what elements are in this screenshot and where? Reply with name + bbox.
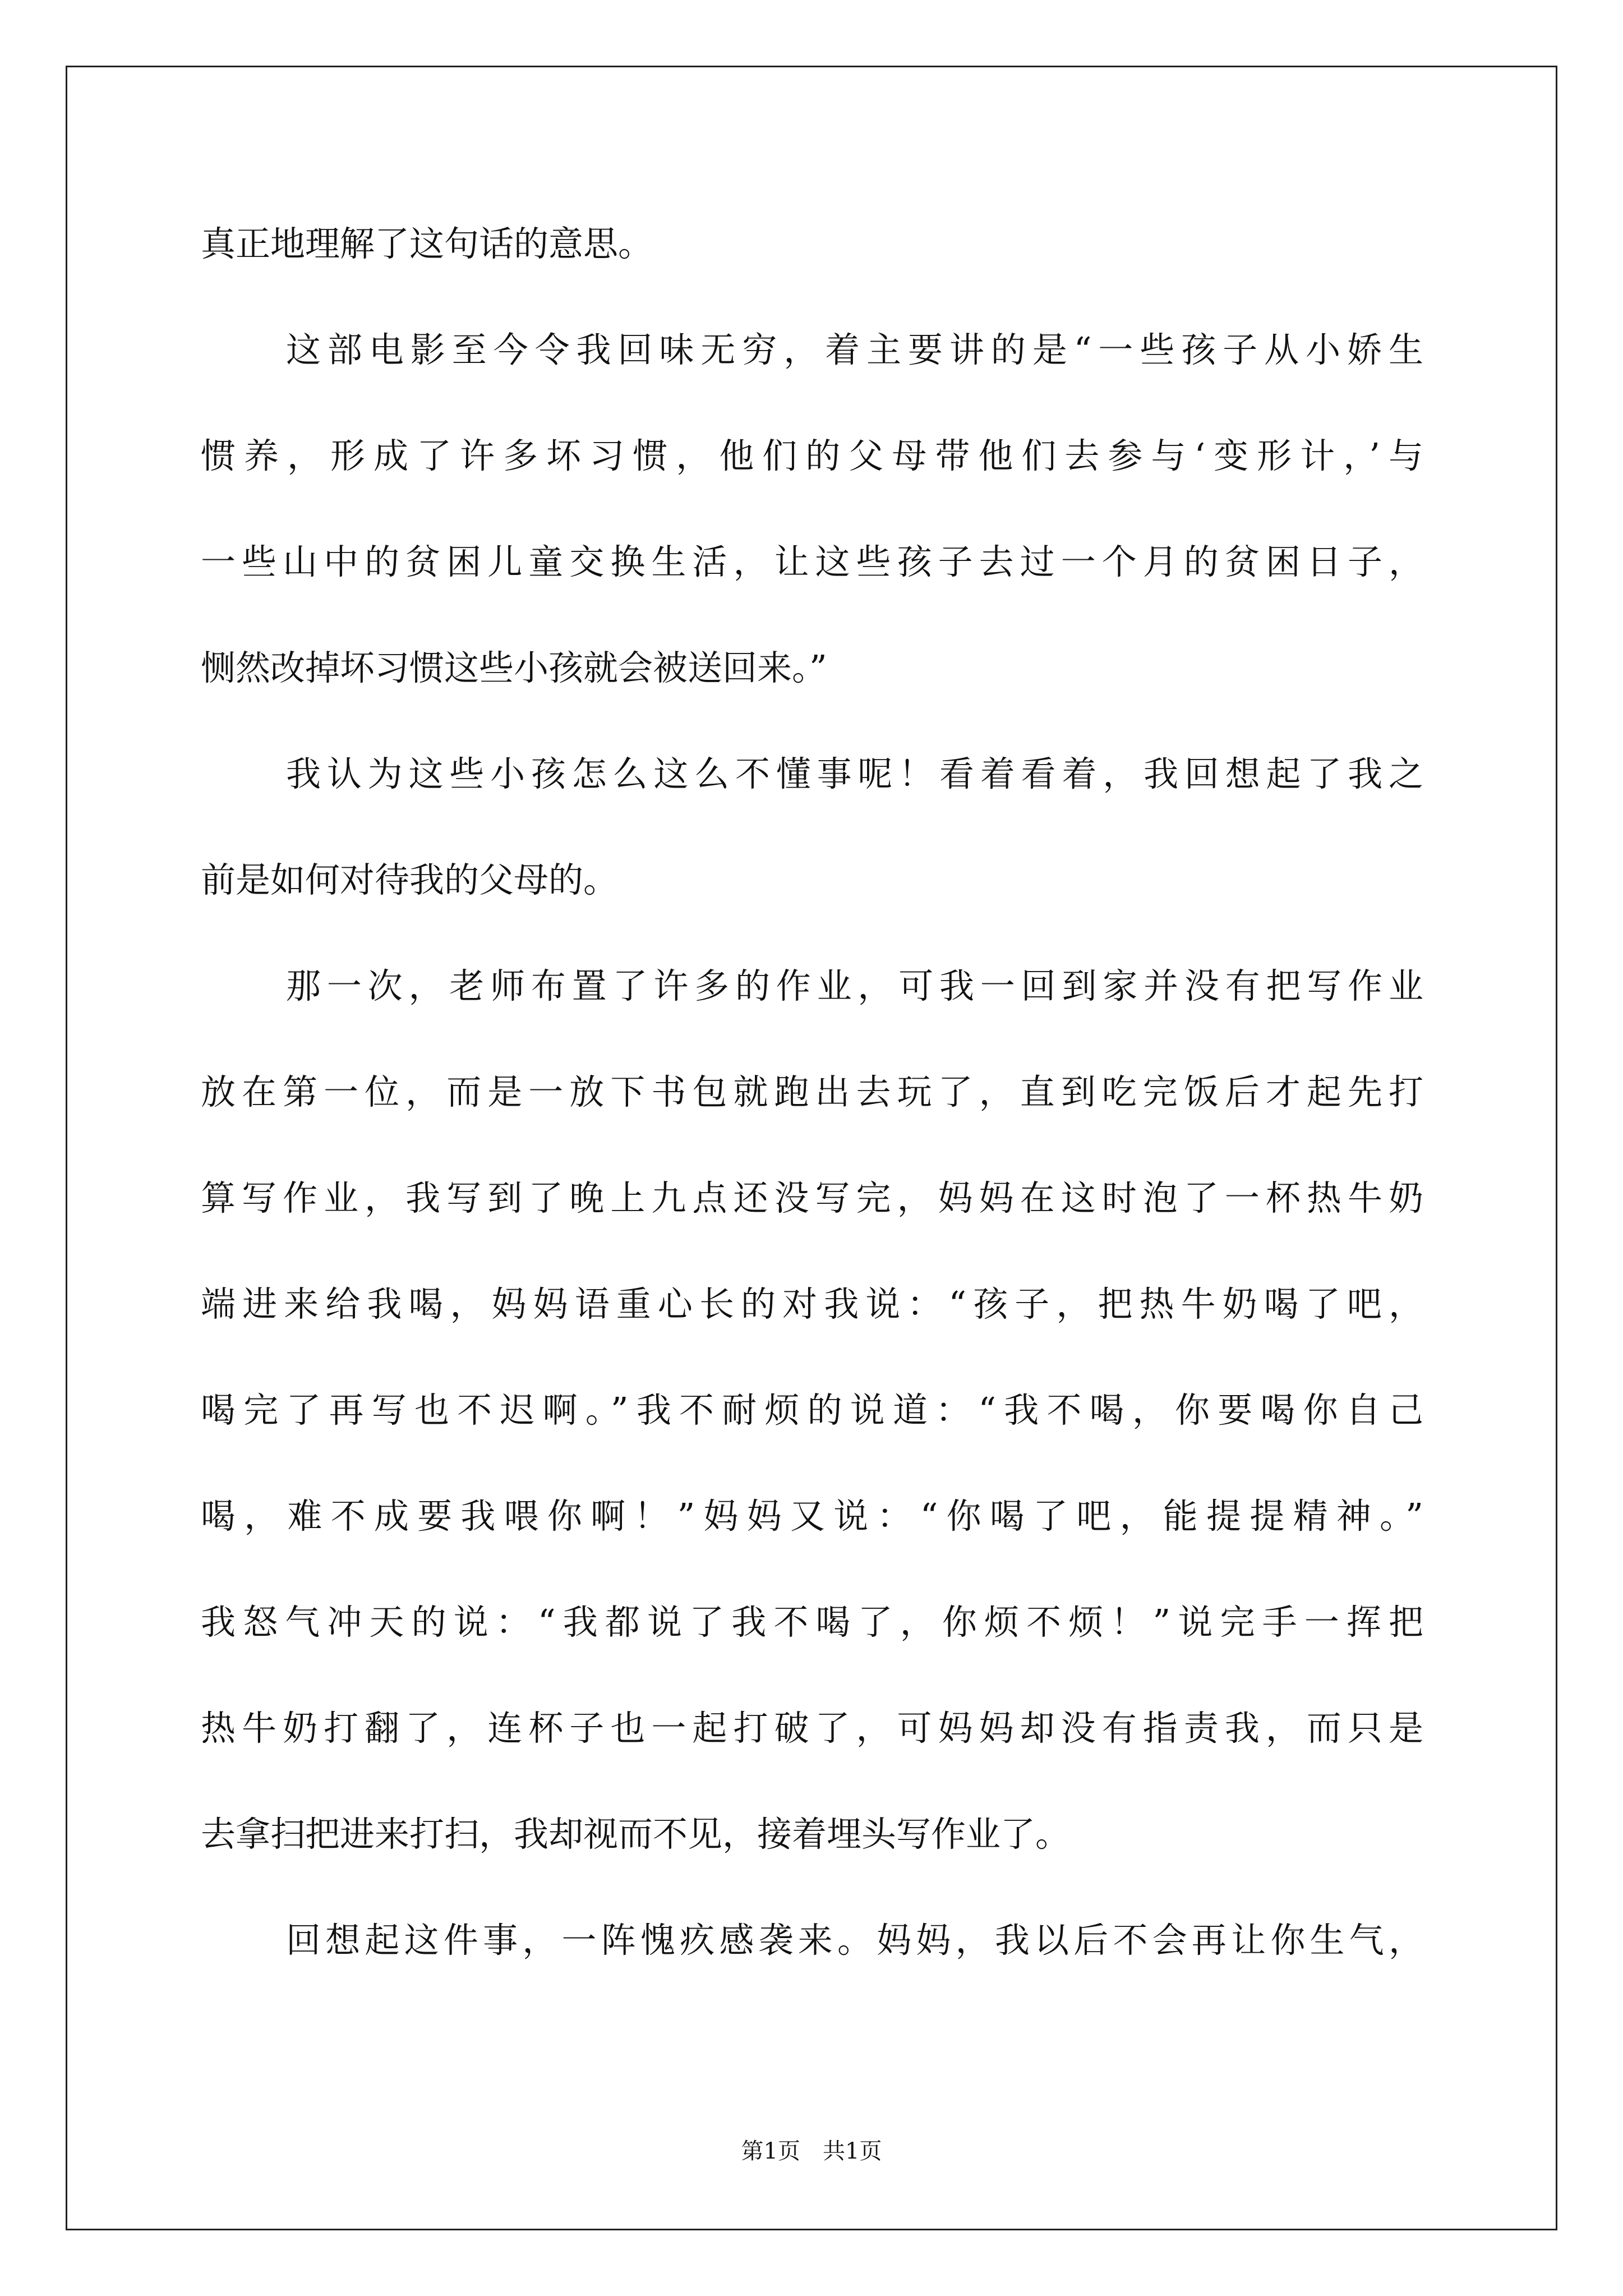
text-line: 一些山中的贫困儿童交换生活，让这些孩子去过一个月的贫困日子， [201, 541, 1423, 582]
text-line: 喝完了再写也不迟啊。”我不耐烦的说道：“我不喝，你要喝你自己 [201, 1389, 1423, 1430]
text-line: 惯养，形成了许多坏习惯，他们的父母带他们去参与‘变形计，’与 [201, 435, 1423, 476]
text-line: 真正地理解了这句话的意思。 [201, 223, 653, 264]
text-line: 算写作业，我写到了晚上九点还没写完，妈妈在这时泡了一杯热牛奶 [201, 1177, 1423, 1218]
text-line: 去拿扫把进来打扫，我却视而不见，接着埋头写作业了。 [201, 1814, 1071, 1855]
document-body [201, 191, 1423, 1993]
text-line: 我认为这些小孩怎么这么不懂事呢！看着看着，我回想起了我之 [286, 753, 1423, 794]
text-line: 那一次，老师布置了许多的作业，可我一回到家并没有把写作业 [286, 965, 1423, 1006]
text-line: 这部电影至今令我回味无穷，着主要讲的是“一些孩子从小娇生 [286, 329, 1423, 370]
page-footer [0, 2134, 1623, 2168]
text-line: 喝，难不成要我喂你啊！”妈妈又说：“你喝了吧，能提提精神。” [201, 1496, 1423, 1536]
text-line: 我怒气冲天的说：“我都说了我不喝了，你烦不烦！”说完手一挥把 [201, 1602, 1423, 1642]
text-line: 端进来给我喝，妈妈语重心长的对我说：“孩子，把热牛奶喝了吧， [201, 1283, 1423, 1324]
text-line: 回想起这件事，一阵愧疚感袭来。妈妈，我以后不会再让你生气， [286, 1920, 1423, 1961]
page-number-total: 共1页 [823, 2138, 882, 2164]
text-line: 放在第一位，而是一放下书包就跑出去玩了，直到吃完饭后才起先打 [201, 1071, 1423, 1112]
page-number-current: 第1页 [741, 2138, 800, 2164]
text-line: 前是如何对待我的父母的。 [201, 859, 619, 900]
text-line: 热牛奶打翻了，连杯子也一起打破了，可妈妈却没有指责我，而只是 [201, 1708, 1423, 1749]
text-line: 恻然改掉坏习惯这些小孩就会被送回来。” [201, 647, 827, 688]
